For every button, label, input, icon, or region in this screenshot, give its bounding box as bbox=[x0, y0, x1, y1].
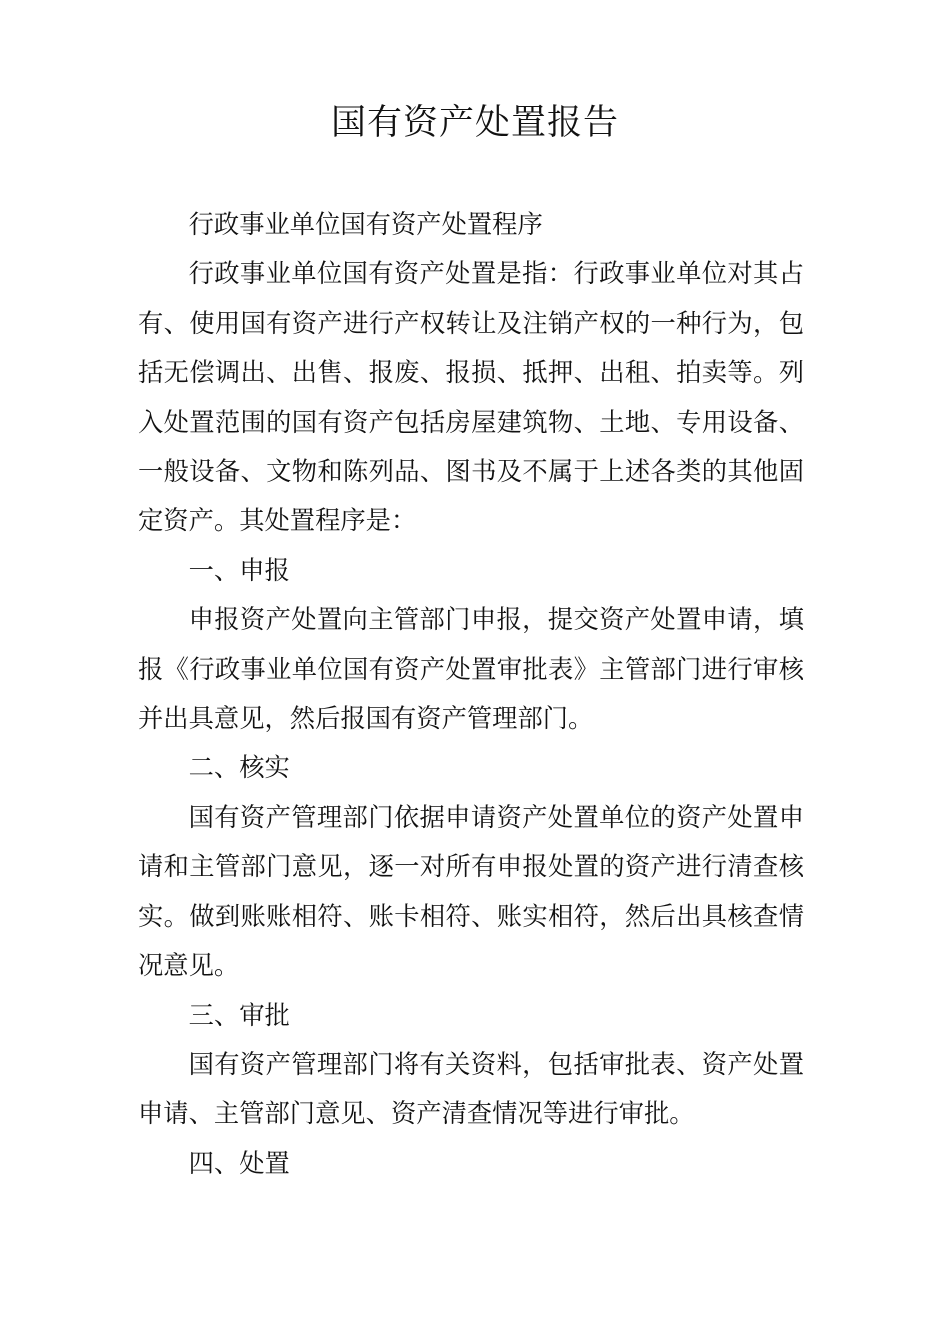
document-body bbox=[138, 200, 804, 1188]
paragraph-declare: 申报资产处置向主管部门申报，提交资产处置申请，填报《行政事业单位国有资产处置审批表》主管部门进行审核并出具意见，然后报国有资产管理部门。 bbox=[138, 605, 804, 734]
paragraph-heading-procedure: 行政事业单位国有资产处置程序 bbox=[188, 210, 543, 239]
section-heading-declare: 一、申报 bbox=[188, 555, 290, 585]
section-heading-dispose: 四、处置 bbox=[188, 1148, 290, 1178]
section-heading-verify: 二、核实 bbox=[188, 753, 290, 783]
paragraph-verify: 国有资产管理部门依据申请资产处置单位的资产处置申请和主管部门意见，逐一对所有申报处置的资产进行清查核实。做到账账相符、账卡相符、账实相符，然后出具核查情况意见。 bbox=[138, 802, 804, 981]
paragraph-definition: 行政事业单位国有资产处置是指：行政事业单位对其占有、使用国有资产进行产权转让及注销产权的一种行为，包括无偿调出、出售、报废、报损、抵押、出租、拍卖等。列入处置范围的国有资产包括房屋建筑物、土地、专用设备、一般设备、文物和陈列品、图书及不属于上述各类的其他固定资产。其处置程序是： bbox=[138, 259, 804, 536]
section-heading-approve: 三、审批 bbox=[188, 1000, 290, 1030]
paragraph-approve: 国有资产管理部门将有关资料，包括审批表、资产处置申请、主管部门意见、资产清查情况等进行审批。 bbox=[138, 1049, 804, 1129]
document-title: 国有资产处置报告 bbox=[330, 103, 619, 143]
